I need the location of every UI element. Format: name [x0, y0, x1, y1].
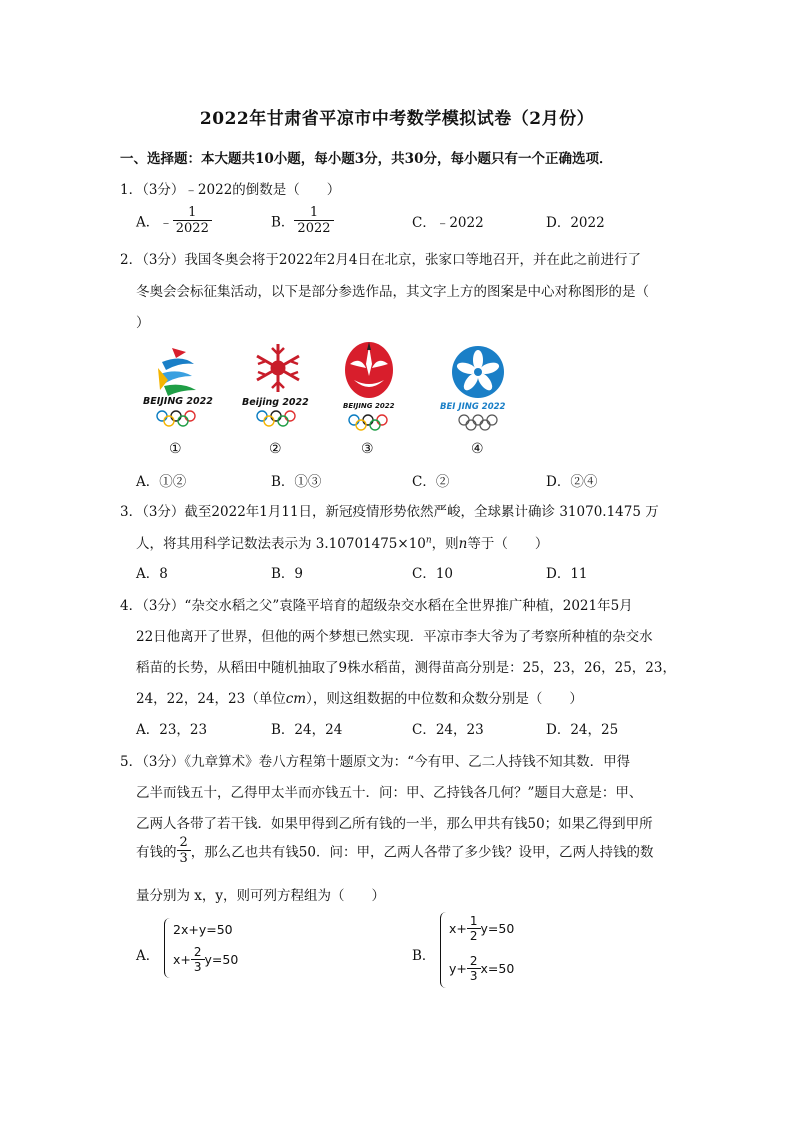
q1-option-c[interactable]: C．﹣2022 — [412, 215, 484, 231]
fraction-denominator: 3 — [467, 968, 481, 983]
q1-option-b-label: B． — [271, 214, 295, 231]
q5-line-3: 乙两人各带了若干钱．如果甲得到乙所有钱的一半，那么甲共有钱50；如果乙得到甲所 — [136, 816, 653, 832]
olympic-rings-icon — [154, 410, 200, 428]
fraction-numerator: 2 — [193, 945, 202, 959]
q1-option-a[interactable] — [136, 205, 212, 236]
opera-mask-emblem-icon — [342, 338, 396, 400]
logo-1-mark: ① — [169, 441, 182, 457]
section-heading: 一、选择题：本大题共10小题，每小题3分，共30分，每小题只有一个正确选项． — [120, 151, 613, 167]
fraction-numerator: 2 — [179, 835, 188, 850]
q3-option-c[interactable]: C．10 — [412, 566, 454, 582]
logo-3 — [336, 338, 402, 434]
q5-line-2: 乙半而钱五十，乙得甲太半而亦钱五十．问：甲、乙持钱各几何？”题目大意是：甲、 — [136, 785, 643, 801]
q3-option-a[interactable]: A．8 — [136, 566, 168, 582]
logo-4-mark: ④ — [471, 441, 484, 457]
q5-option-b-eq1 — [449, 914, 514, 943]
q2-option-c[interactable]: C．② — [412, 474, 450, 490]
logo-2 — [240, 340, 314, 434]
eq-text: x+ — [449, 921, 467, 936]
logo-4-caption: BEI JING 2022 — [440, 402, 506, 412]
q5-line-4-end: ，那么乙也共有钱50．问：甲，乙两人各带了多少钱？设甲，乙两人持钱的数 — [190, 844, 654, 861]
q3-exponent: n — [425, 535, 432, 546]
exam-title: 2022年甘肃省平凉市中考数学模拟试卷（2月份） — [199, 109, 595, 129]
q4-line-4-text: 24，22，24，23（单位 — [136, 691, 286, 707]
logo-2-mark: ② — [269, 441, 282, 457]
q3-variable: n — [458, 536, 468, 552]
fraction-numerator: 1 — [469, 914, 478, 928]
eq-text-end: y=50 — [204, 952, 239, 967]
fraction-denominator: 2 — [467, 928, 481, 943]
fraction-denominator: 2022 — [294, 220, 333, 236]
q1-option-a-label: A．﹣ — [136, 214, 173, 231]
q5-option-b-eq2 — [449, 954, 514, 983]
eq-fraction — [467, 914, 481, 943]
q3-line-2-mid: ，则 — [431, 536, 459, 552]
logo-3-caption: BEIJING 2022 — [343, 402, 395, 410]
q1-option-b[interactable] — [271, 205, 334, 236]
logo-4 — [438, 344, 518, 434]
q5-option-a-label[interactable]: A． — [136, 948, 160, 964]
q2-option-b[interactable]: B．①③ — [271, 474, 322, 490]
q4-option-b[interactable]: B．24，24 — [271, 722, 343, 738]
q5-option-a-eq1: 2x+y=50 — [173, 922, 233, 937]
q5-option-a-eq2 — [173, 945, 238, 974]
q3-line-2-text: 人，将其用科学记数法表示为 3.10701475×10 — [136, 536, 426, 552]
logo-2-caption: Beijing 2022 — [242, 397, 309, 408]
q4-option-d[interactable]: D．24，25 — [546, 722, 619, 738]
q5-option-b-label[interactable]: B． — [412, 948, 436, 964]
q4-option-c[interactable]: C．24，23 — [412, 722, 484, 738]
snowflake-emblem-icon — [250, 340, 306, 396]
logo-3-mark: ③ — [361, 441, 374, 457]
eq-text: y+ — [449, 961, 467, 976]
q3-option-b[interactable]: B．9 — [271, 566, 304, 582]
q5-line-4 — [136, 835, 653, 866]
q2-line-1: 2．（3分）我国冬奥会将于2022年2月4日在北京，张家口等地召开，并在此之前进行了 — [120, 252, 641, 268]
olympic-rings-icon — [254, 410, 300, 428]
q5-line-4-text: 有钱的 — [136, 844, 177, 861]
q5-line-1: 5．（3分）《九章算术》卷八方程第十题原文为：“今有甲、乙二人持钱不知其数．甲得 — [120, 754, 631, 770]
q4-unit: cm — [285, 691, 307, 707]
q1-stem: 1．（3分）﹣2022的倒数是（ ） — [120, 182, 341, 198]
q1-option-a-fraction — [173, 205, 212, 236]
fraction-numerator: 1 — [188, 205, 197, 220]
q4-option-a[interactable]: A．23，23 — [136, 722, 208, 738]
q3-line-2-end: 等于（ ） — [467, 536, 549, 552]
q3-line-2 — [136, 532, 548, 552]
q2-option-a[interactable]: A．①② — [136, 474, 187, 490]
fraction-denominator: 2022 — [173, 220, 212, 236]
eq-fraction — [191, 945, 205, 974]
fraction-denominator: 3 — [177, 850, 191, 866]
eq-text-end: y=50 — [480, 921, 515, 936]
olympic-rings-icon — [346, 414, 392, 432]
eq-text-end: x=50 — [480, 961, 515, 976]
q4-line-1: 4．（3分）“杂交水稻之父”袁隆平培育的超级杂交水稻在全世界推广种植，2021年5月 — [120, 598, 633, 614]
logo-1 — [142, 344, 212, 434]
q4-line-2: 22日他离开了世界，但他的两个梦想已然实现．平凉市李大爷为了考察所种植的杂交水 — [136, 629, 653, 645]
fraction-numerator: 1 — [309, 205, 319, 220]
q2-line-2: 冬奥会会标征集活动，以下是部分参选作品，其文字上方的图案是中心对称图形的是（ — [136, 284, 649, 300]
q3-option-d[interactable]: D．11 — [546, 566, 588, 582]
fraction-denominator: 3 — [191, 959, 205, 974]
olympic-rings-icon — [456, 414, 502, 432]
q2-option-d[interactable]: D．②④ — [546, 474, 598, 490]
eq-text: x+ — [173, 952, 191, 967]
q2-line-3: ） — [136, 315, 150, 331]
eq-fraction — [467, 954, 481, 983]
q4-line-4 — [136, 687, 583, 707]
q5-line-5: 量分别为 x，y，则可列方程组为（ ） — [136, 888, 386, 904]
logo-1-caption: BEIJING 2022 — [143, 396, 213, 407]
q4-line-4-end: ），则这组数据的中位数和众数分别是（ ） — [306, 691, 583, 707]
q1-option-b-fraction — [294, 205, 333, 236]
q5-fraction — [177, 835, 191, 866]
q3-line-1: 3．（3分）截至2022年1月11日，新冠疫情形势依然严峻，全球累计确诊 31070.1475 万 — [120, 504, 659, 520]
fraction-numerator: 2 — [469, 954, 478, 968]
q4-line-3: 稻苗的长势，从稻田中随机抽取了9株水稻苗，测得苗高分别是：25，23，26，25，23， — [136, 660, 676, 676]
q1-option-d[interactable]: D．2022 — [546, 215, 605, 231]
q5-option-b-brace — [440, 912, 447, 988]
blue-flower-emblem-icon — [450, 344, 506, 400]
q5-option-a-brace — [164, 918, 171, 978]
